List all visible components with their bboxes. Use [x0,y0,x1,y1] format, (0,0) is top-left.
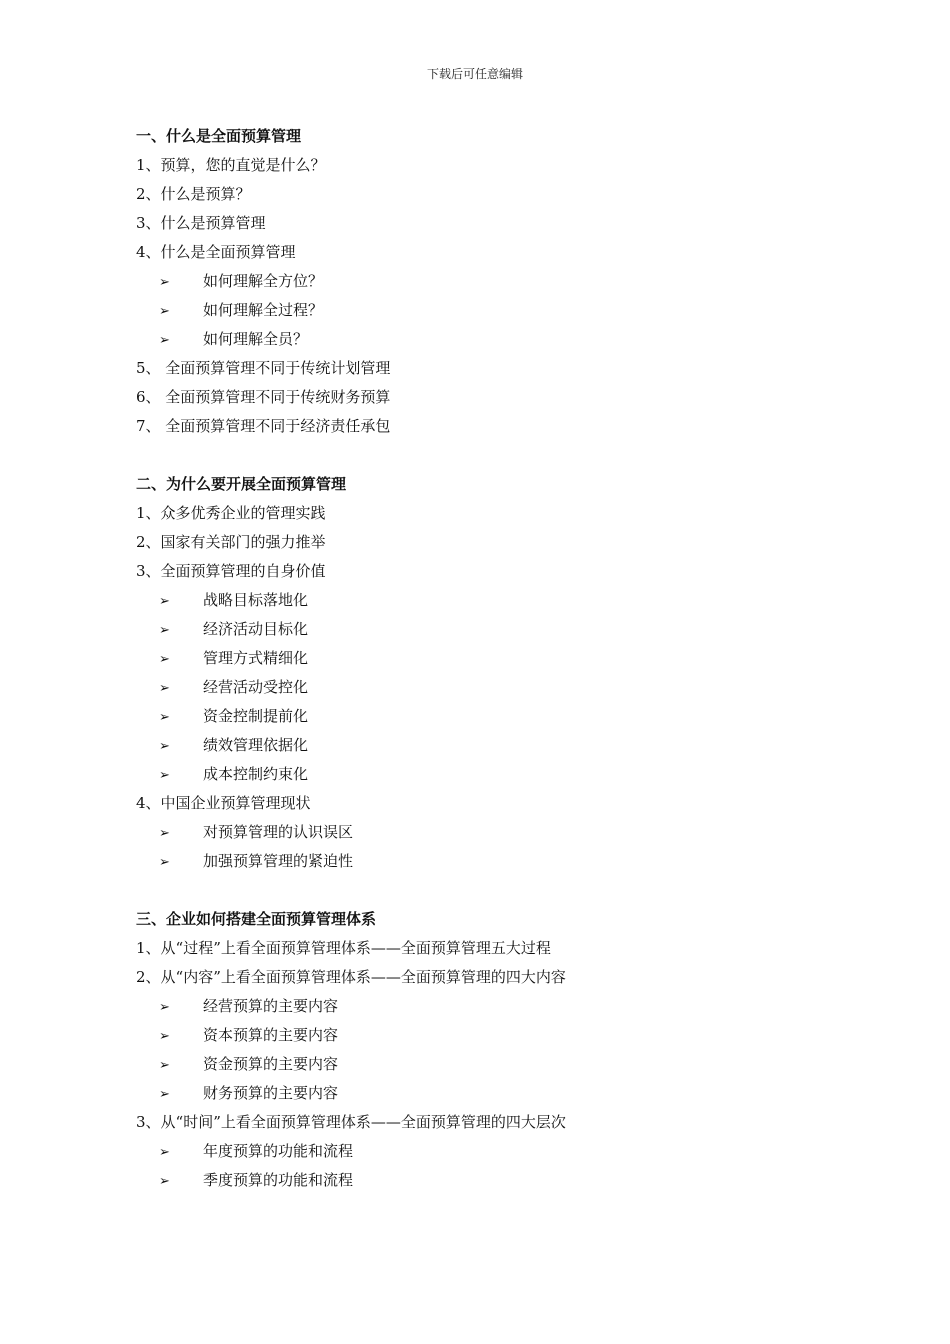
bullet-text: 对预算管理的认识误区 [203,823,354,841]
arrow-bullet-icon: ➢ [159,768,170,783]
numbered-item: 1、预算，您的直觉是什么？ [136,156,326,174]
bullet-item [136,847,856,876]
bullet-text: 年度预算的功能和流程 [203,1142,354,1160]
bullet-item [136,731,856,760]
arrow-bullet-icon: ➢ [159,681,170,696]
bullet-item [136,1050,856,1079]
numbered-item: 3、什么是预算管理 [136,214,266,232]
bullet-text: 经营预算的主要内容 [203,997,339,1015]
arrow-bullet-icon: ➢ [159,739,170,754]
section-heading: 三、企业如何搭建全面预算管理体系 [136,910,377,928]
bullet-item [136,267,856,296]
bullet-text: 如何理解全过程？ [203,301,324,319]
arrow-bullet-icon: ➢ [159,1058,170,1073]
bullet-item [136,992,856,1021]
bullet-text: 战略目标落地化 [203,591,309,609]
bullet-text: 经济活动目标化 [203,620,309,638]
numbered-item: 2、从“内容”上看全面预算管理体系——全面预算管理的四大内容 [136,968,566,986]
bullet-text: 资金预算的主要内容 [203,1055,339,1073]
page-header: 下载后可任意编辑 [426,67,523,81]
bullet-item [136,1166,856,1195]
arrow-bullet-icon: ➢ [159,1174,170,1189]
bullet-text: 资金控制提前化 [203,707,309,725]
bullet-text: 资本预算的主要内容 [203,1026,339,1044]
bullet-item [136,644,856,673]
bullet-item [136,586,856,615]
bullet-text: 如何理解全方位？ [203,272,324,290]
bullet-item [136,673,856,702]
bullet-item [136,296,856,325]
section-heading: 二、为什么要开展全面预算管理 [136,475,347,493]
document-body [136,122,856,1195]
numbered-item: 2、国家有关部门的强力推举 [136,533,326,551]
arrow-bullet-icon: ➢ [159,304,170,319]
bullet-item [136,818,856,847]
bullet-text: 绩效管理依据化 [203,736,309,754]
bullet-item [136,702,856,731]
arrow-bullet-icon: ➢ [159,1087,170,1102]
numbered-item: 3、从“时间”上看全面预算管理体系——全面预算管理的四大层次 [136,1113,566,1131]
bullet-item [136,325,856,354]
arrow-bullet-icon: ➢ [159,623,170,638]
numbered-item: 1、从“过程”上看全面预算管理体系——全面预算管理五大过程 [136,939,551,957]
bullet-item [136,615,856,644]
numbered-item: 3、全面预算管理的自身价值 [136,562,326,580]
arrow-bullet-icon: ➢ [159,710,170,725]
numbered-item: 1、众多优秀企业的管理实践 [136,504,326,522]
bullet-text: 管理方式精细化 [203,649,309,667]
bullet-text: 经营活动受控化 [203,678,309,696]
numbered-item: 5、 全面预算管理不同于传统计划管理 [136,359,391,377]
numbered-item: 2、什么是预算？ [136,185,251,203]
arrow-bullet-icon: ➢ [159,1145,170,1160]
arrow-bullet-icon: ➢ [159,652,170,667]
bullet-text: 成本控制约束化 [203,765,309,783]
arrow-bullet-icon: ➢ [159,594,170,609]
numbered-item: 7、 全面预算管理不同于经济责任承包 [136,417,391,435]
arrow-bullet-icon: ➢ [159,1000,170,1015]
numbered-item: 4、什么是全面预算管理 [136,243,296,261]
arrow-bullet-icon: ➢ [159,1029,170,1044]
section-spacer [136,441,856,470]
arrow-bullet-icon: ➢ [159,333,170,348]
bullet-text: 财务预算的主要内容 [203,1084,339,1102]
bullet-item [136,760,856,789]
bullet-text: 如何理解全员？ [203,330,309,348]
bullet-text: 季度预算的功能和流程 [203,1171,354,1189]
numbered-item: 6、 全面预算管理不同于传统财务预算 [136,388,391,406]
bullet-text: 加强预算管理的紧迫性 [203,852,354,870]
arrow-bullet-icon: ➢ [159,855,170,870]
numbered-item: 4、中国企业预算管理现状 [136,794,311,812]
section-heading: 一、什么是全面预算管理 [136,127,302,145]
arrow-bullet-icon: ➢ [159,826,170,841]
bullet-item [136,1079,856,1108]
bullet-item [136,1137,856,1166]
arrow-bullet-icon: ➢ [159,275,170,290]
section-spacer [136,876,856,905]
bullet-item [136,1021,856,1050]
